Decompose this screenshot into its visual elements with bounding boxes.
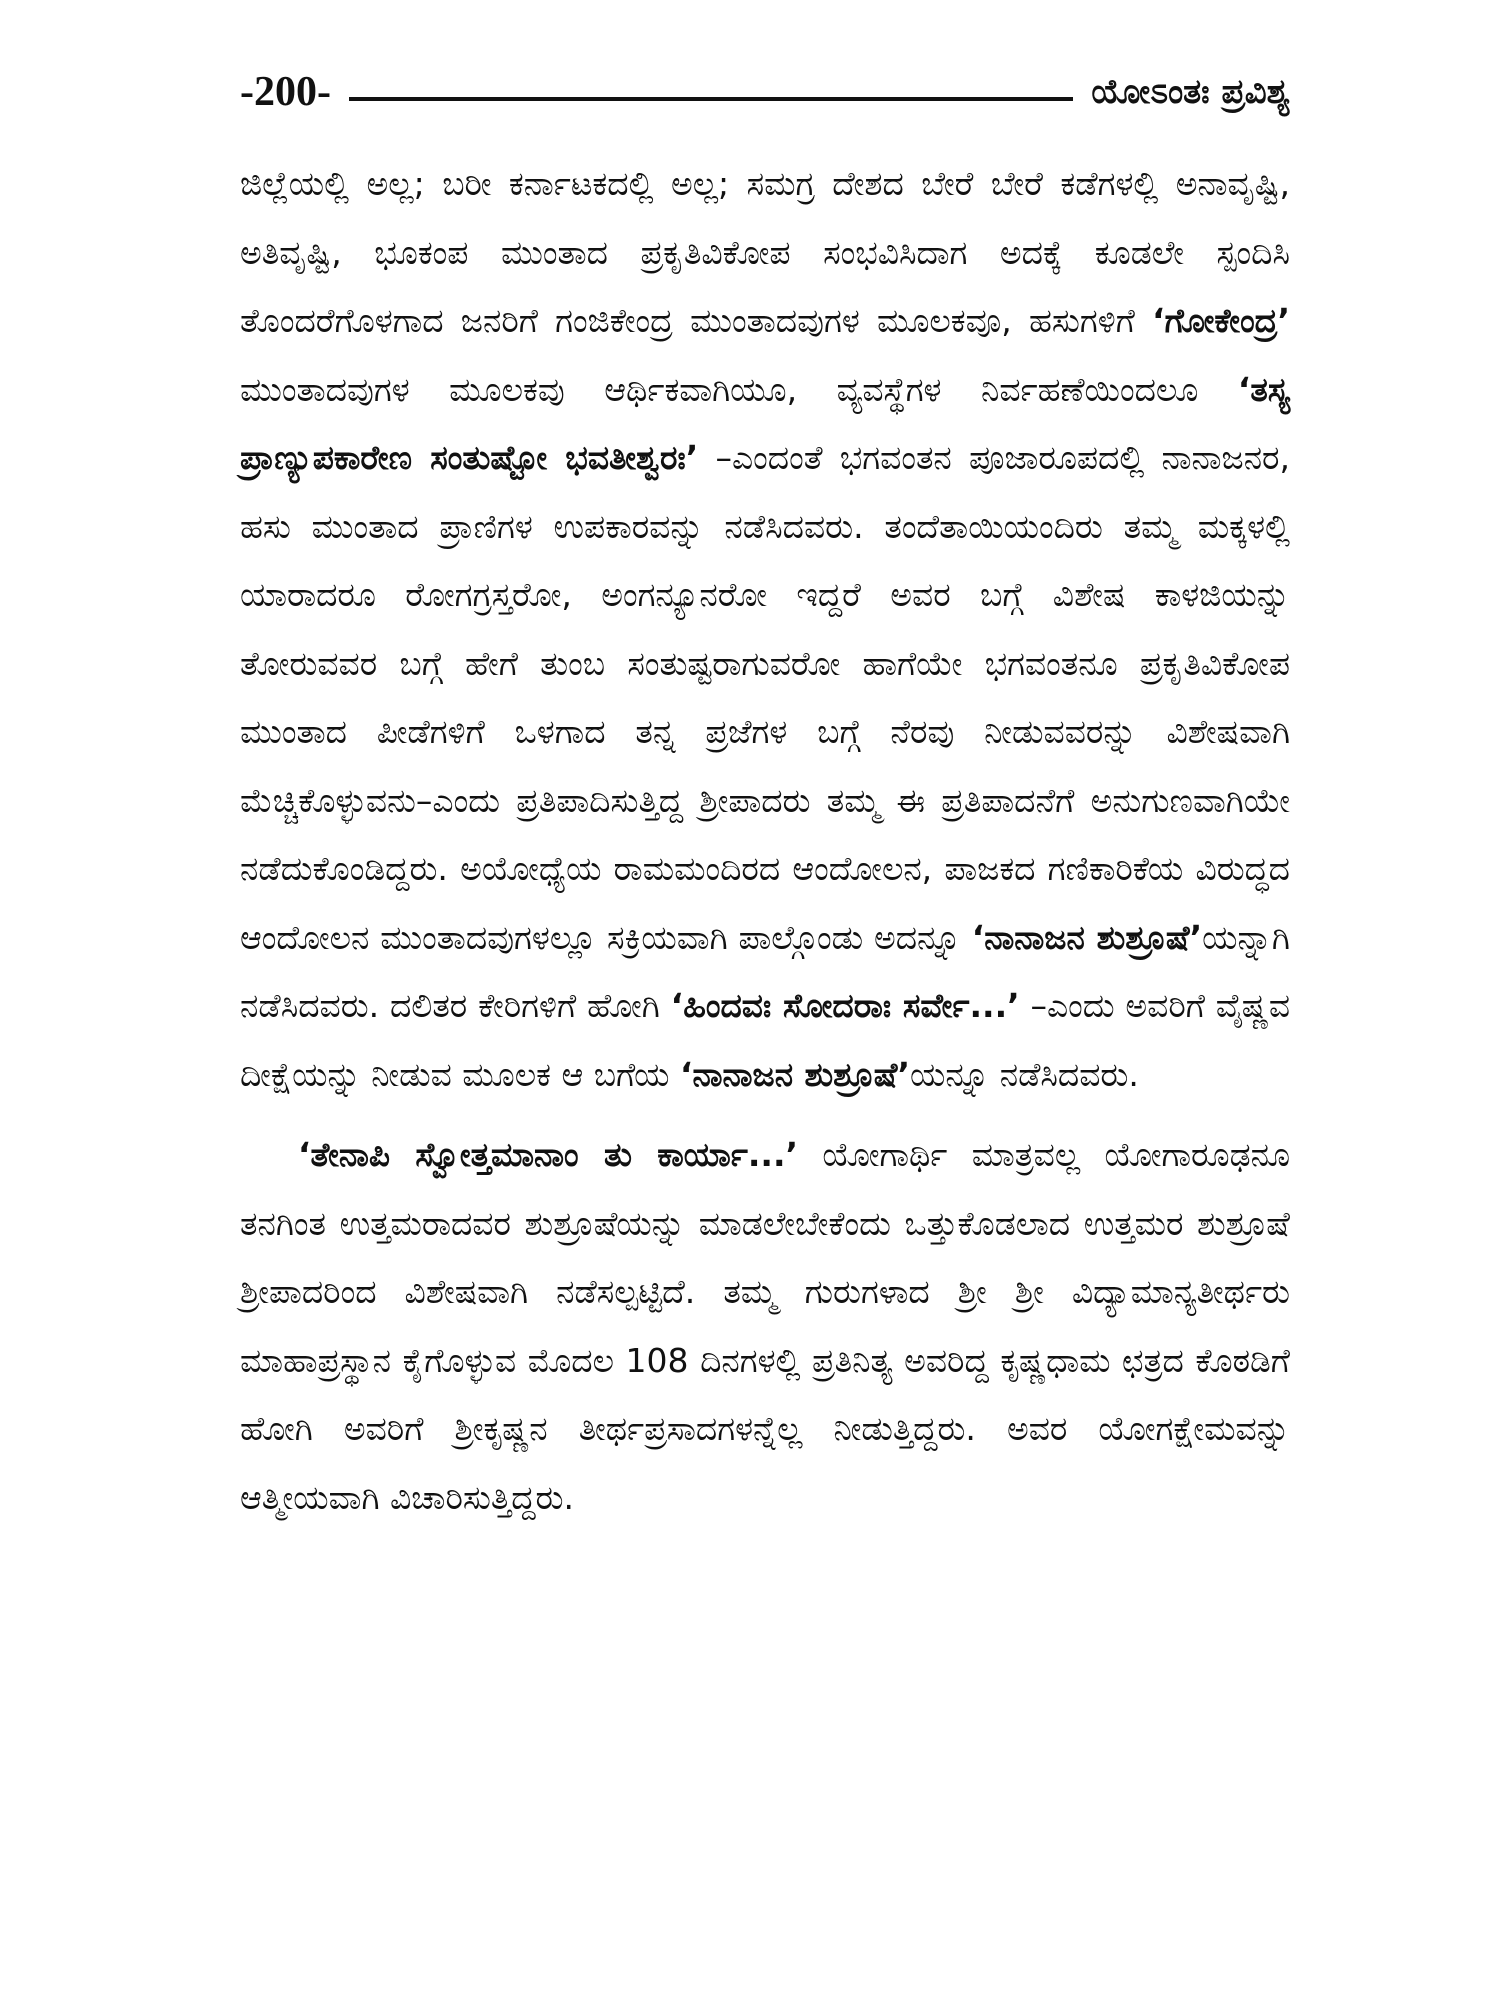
emphasized-quote: ‘ನಾನಾಜನ ಶುಶ್ರೂಷೆ’ xyxy=(971,917,1203,957)
emphasized-quote: ‘ಗೋಕೇಂದ್ರ’ xyxy=(1152,301,1290,340)
page-body xyxy=(240,150,1290,1532)
running-title: ಯೋಽಂತಃ ಪ್ರವಿಶ್ಯ xyxy=(1091,72,1290,112)
emphasized-quote: ‘ತಸ್ಯ ಪ್ರಾಣ್ಯುಪಕಾರೇಣ ಸಂತುಷ್ಟೋ ಭವತೀಶ್ವರಃ’ xyxy=(240,369,1290,477)
emphasized-quote: ‘ನಾನಾಜನ ಶುಶ್ರೂಷೆ’ xyxy=(680,1054,911,1094)
paragraph xyxy=(240,150,1290,1109)
text-segment: ಯೋಗಾರ್ಥಿ ಮಾತ್ರವಲ್ಲ ಯೋಗಾರೂಢನೂ ತನಗಿಂತ ಉತ್ತಮರಾದವರ ಶುಶ್ರೂಷೆಯನ್ನು ಮಾಡಲೇಬೇಕೆಂದು ಒತ್ತುಕೊಡಲಾದ ಉತ್ತಮರ ಶುಶ್ರೂಷೆ ಶ್ರೀಪಾದರಿಂದ ವಿಶೇಷವಾಗಿ ನಡೆಸಲ್ಪಟ್ಟಿದೆ. ತಮ್ಮ ಗುರುಗಳಾದ ಶ್ರೀ ಶ್ರೀ ವಿದ್ಯಾಮಾನ್ಯತೀರ್ಥರು ಮಾಹಾಪ್ರಸ್ಥಾನ ಕೈಗೊಳ್ಳುವ ಮೊದಲ 108 ದಿನಗಳಲ್ಲಿ ಪ್ರತಿನಿತ್ಯ ಅವರಿದ್ದ ಕೃಷ್ಣಧಾಮ ಛತ್ರದ ಕೊಠಡಿಗೆ ಹೋಗಿ ಅವರಿಗೆ ಶ್ರೀಕೃಷ್ಣನ ತೀರ್ಥಪ್ರಸಾದಗಳನ್ನೆಲ್ಲ ನೀಡುತ್ತಿದ್ದರು. ಅವರ ಯೋಗಕ್ಷೇಮವನ್ನು ಆತ್ಮೀಯವಾಗಿ ವಿಚಾರಿಸುತ್ತಿದ್ದರು. xyxy=(240,1135,1290,1517)
emphasized-quote: ‘ತೇನಾಪಿ ಸ್ವೋತ್ತಮಾನಾಂ ತು ಕಾರ್ಯಾ...’ xyxy=(298,1135,799,1174)
text-segment: –ಎಂದಂತೆ ಭಗವಂತನ ಪೂಜಾರೂಪದಲ್ಲಿ ನಾನಾಜನರ, ಹಸು ಮುಂತಾದ ಪ್ರಾಣಿಗಳ ಉಪಕಾರವನ್ನು ನಡೆಸಿದವರು. ತಂದೆತಾಯಿಯಂದಿರು ತಮ್ಮ ಮಕ್ಕಳಲ್ಲಿ ಯಾರಾದರೂ ರೋಗಗ್ರಸ್ತರೋ, ಅಂಗನ್ಯೂನರೋ ಇದ್ದರೆ ಅವರ ಬಗ್ಗೆ ವಿಶೇಷ ಕಾಳಜಿಯನ್ನು ತೋರುವವರ ಬಗ್ಗೆ ಹೇಗೆ ತುಂಬ ಸಂತುಷ್ಟರಾಗುವರೋ ಹಾಗೆಯೇ ಭಗವಂತನೂ ಪ್ರಕೃತಿವಿಕೋಪ ಮುಂತಾದ ಪೀಡೆಗಳಿಗೆ ಒಳಗಾದ ತನ್ನ ಪ್ರಜೆಗಳ ಬಗ್ಗೆ ನೆರವು ನೀಡುವವರನ್ನು ವಿಶೇಷವಾಗಿ ಮೆಚ್ಚಿಕೊಳ್ಳುವನು–ಎಂದು ಪ್ರತಿಪಾದಿಸುತ್ತಿದ್ದ ಶ್ರೀಪಾದರು ತಮ್ಮ ಈ ಪ್ರತಿಪಾದನೆಗೆ ಅನುಗುಣವಾಗಿಯೇ ನಡೆದುಕೊಂಡಿದ್ದರು. ಅಯೋಧ್ಯೆಯ ರಾಮಮಂದಿರದ ಆಂದೋಲನ, ಪಾಜಕದ ಗಣಿಕಾರಿಕೆಯ ವಿರುದ್ಧದ ಆಂದೋಲನ ಮುಂತಾದವುಗಳಲ್ಲೂ ಸಕ್ರಿಯವಾಗಿ ಪಾಲ್ಗೊಂಡು ಅದನ್ನೂ xyxy=(240,438,1290,957)
text-segment: ಯನ್ನೂ ನಡೆಸಿದವರು. xyxy=(910,1054,1139,1094)
page-number: -200- xyxy=(240,69,331,115)
text-segment: ಯನ್ನಾಗಿ ನಡೆಸಿದವರು. ದಲಿತರ ಕೇರಿಗಳಿಗೆ ಹೋಗಿ xyxy=(240,917,1290,1025)
text-segment: ಮುಂತಾದವುಗಳ ಮೂಲಕವು ಆರ್ಥಿಕವಾಗಿಯೂ, ವ್ಯವಸ್ಥೆಗಳ ನಿರ್ವಹಣೆಯಿಂದಲೂ xyxy=(240,369,1238,409)
text-segment: ಜಿಲ್ಲೆಯಲ್ಲಿ ಅಲ್ಲ; ಬರೀ ಕರ್ನಾಟಕದಲ್ಲಿ ಅಲ್ಲ; ಸಮಗ್ರ ದೇಶದ ಬೇರೆ ಬೇರೆ ಕಡೆಗಳಲ್ಲಿ ಅನಾವೃಷ್ಟಿ, ಅತಿವೃಷ್ಟಿ, ಭೂಕಂಪ ಮುಂತಾದ ಪ್ರಕೃತಿವಿಕೋಪ ಸಂಭವಿಸಿದಾಗ ಅದಕ್ಕೆ ಕೂಡಲೇ ಸ್ಪಂದಿಸಿ ತೊಂದರೆಗೊಳಗಾದ ಜನರಿಗೆ ಗಂಜಿಕೇಂದ್ರ ಮುಂತಾದವುಗಳ ಮೂಲಕವೂ, ಹಸುಗಳಿಗೆ xyxy=(240,164,1290,340)
paragraph xyxy=(240,1121,1290,1532)
text-segment: –ಎಂದು ಅವರಿಗೆ ವೈಷ್ಣವ ದೀಕ್ಷೆಯನ್ನು ನೀಡುವ ಮೂಲಕ ಆ ಬಗೆಯ xyxy=(240,986,1291,1094)
page-header xyxy=(240,60,1290,124)
header-rule xyxy=(349,97,1073,101)
emphasized-quote: ‘ಹಿಂದವಃ ಸೋದರಾಃ ಸರ್ವೇ...’ xyxy=(670,986,1020,1025)
